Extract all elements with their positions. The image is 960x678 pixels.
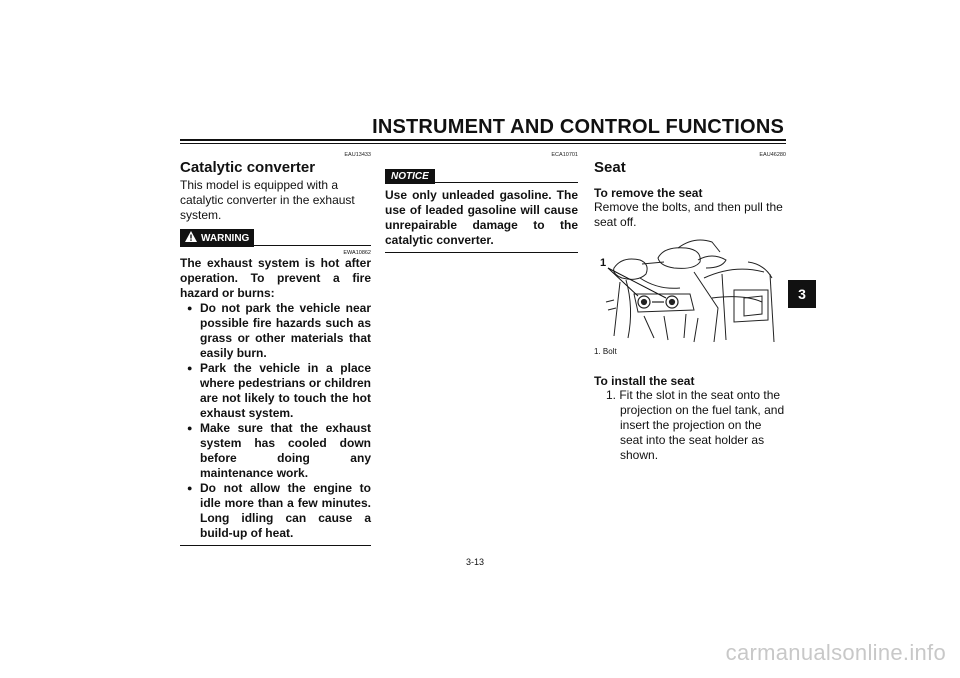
section-code: EAU13433 (344, 152, 371, 158)
install-step: 1. Fit the slot in the seat onto the projection on the fuel tank, and insert the projection on the seat into the seat holder as shown. (606, 388, 785, 462)
page-header-title: INSTRUMENT AND CONTROL FUNCTIONS (372, 116, 784, 138)
notice-end-rule (385, 252, 578, 253)
notice-badge: NOTICE (385, 169, 435, 184)
remove-seat-text: Remove the bolts, and then pull the seat off. (594, 200, 783, 229)
warning-line (254, 245, 371, 246)
warning-badge (180, 229, 254, 247)
chapter-tab: 3 (788, 280, 816, 308)
install-seat-title: To install the seat (594, 374, 695, 388)
notice-header (385, 169, 578, 184)
watermark: carmanualsonline.info (725, 640, 946, 665)
list-item: ● Park the vehicle in a place where pedestrians or children are not likely to touch the hot exhaust system. (180, 361, 371, 421)
notice-code: ECA10701 (551, 152, 578, 158)
remove-seat-title: To remove the seat (594, 186, 703, 200)
notice-text: Use only unleaded gasoline. The use of leaded gasoline will cause unrepairable damage to the catalytic converter. (385, 188, 578, 247)
notice-line (435, 182, 578, 183)
seat-bolt-illustration (594, 238, 783, 346)
warning-code: EWA10862 (343, 250, 371, 256)
list-item: ● Do not allow the engine to idle more than a few minutes. Long idling can cause a build-up of heat. (180, 481, 371, 541)
warning-text: The exhaust system is hot after operation. To prevent a fire hazard or burns: (180, 256, 371, 300)
warning-bullets (180, 301, 371, 541)
figure-caption: 1. Bolt (594, 347, 617, 356)
install-steps (594, 388, 786, 463)
list-item: ● Do not park the vehicle near possible fire hazards such as grass or other materials that easily burn. (180, 301, 371, 361)
header-rule-thin (180, 143, 786, 144)
list-item: ● Make sure that the exhaust system has cooled down before doing any maintenance work. (180, 421, 371, 481)
section-heading: Catalytic converter (180, 159, 316, 176)
header-rule (180, 139, 786, 141)
seat-bolt-figure (594, 238, 783, 346)
section-heading: Seat (594, 159, 626, 176)
column-seat (594, 150, 786, 463)
intro-text: This model is equipped with a catalytic converter in the exhaust system. (180, 178, 355, 222)
column-catalytic-converter (180, 150, 371, 546)
section-code: EAU46280 (759, 152, 786, 158)
figure-callout: 1 (600, 257, 607, 269)
warning-header (180, 229, 371, 247)
column-notice (385, 150, 578, 253)
warning-label: WARNING (201, 232, 250, 244)
warning-end-rule (180, 545, 371, 546)
page-number: 3-13 (466, 557, 485, 567)
warning-triangle-icon (185, 231, 197, 245)
